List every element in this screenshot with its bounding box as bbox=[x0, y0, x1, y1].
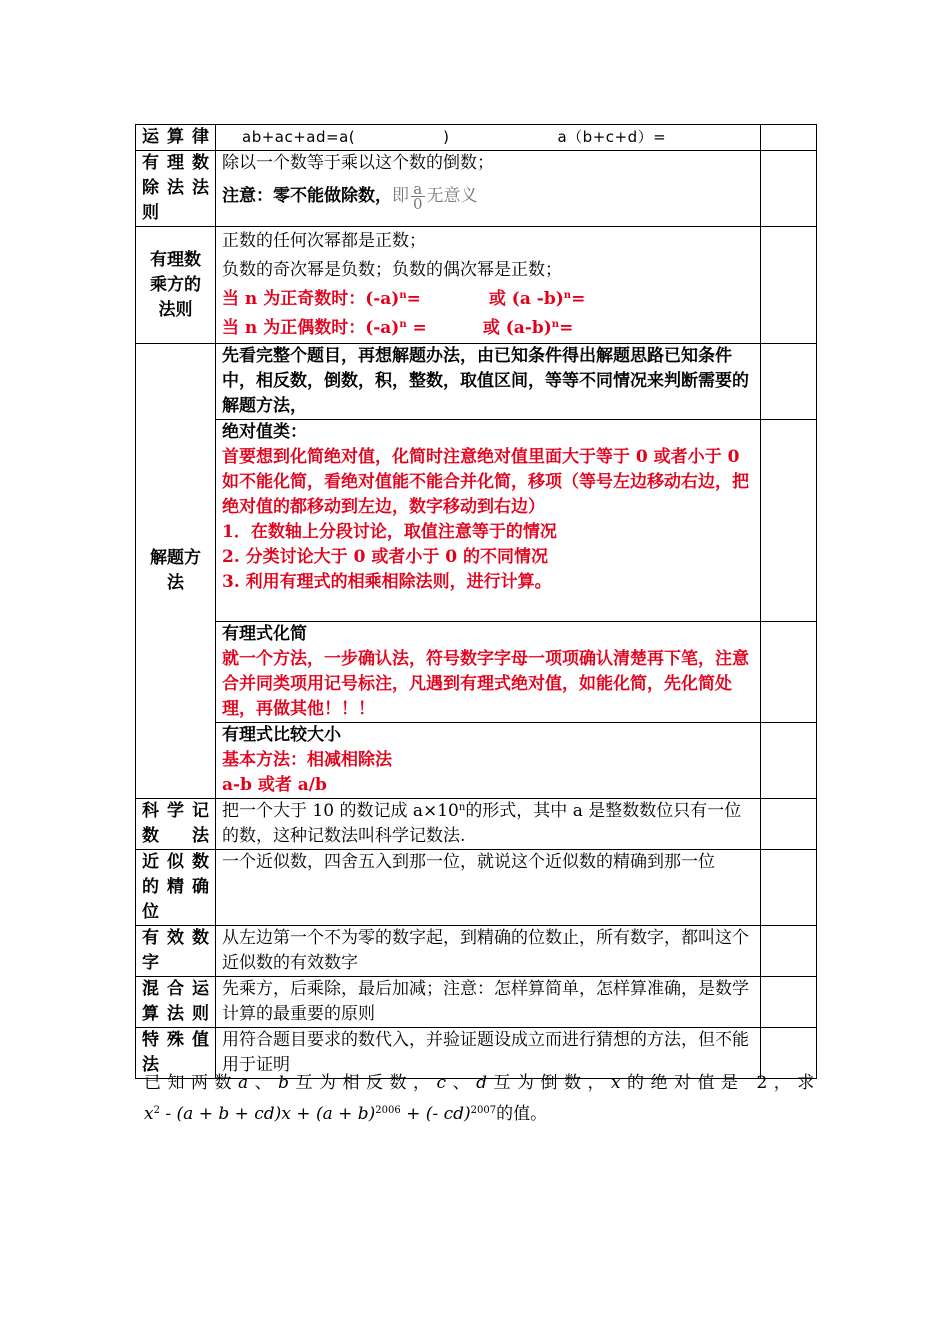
odd-or: 或 (a -b) bbox=[488, 289, 564, 309]
label-special: 特殊值法 bbox=[136, 1028, 216, 1079]
division-note-ji: 即 bbox=[392, 186, 409, 206]
power-content bbox=[216, 227, 761, 344]
blank-cell bbox=[761, 723, 817, 799]
distributive-formula bbox=[216, 125, 761, 151]
abs-item-3: 1．在数轴上分段讨论，取值注意等于的情况 bbox=[222, 522, 557, 542]
problem-text-d: 的绝对值是 2，求 bbox=[627, 1073, 821, 1093]
label-mixed: 混合运算法则 bbox=[136, 977, 216, 1028]
blank-cell bbox=[761, 926, 817, 977]
label-methods: 解题方法 bbox=[136, 344, 216, 799]
significant-text: 从左边第一个不为零的数字起，到精确的位数止，所有数字，都叫这个近似数的有效数字 bbox=[216, 926, 761, 977]
problem-expression bbox=[144, 1101, 808, 1128]
blank-cell bbox=[761, 151, 817, 227]
row-methods-compare bbox=[136, 723, 817, 799]
abs-item-4: 2. 分类讨论大于 0 或者小于 0 的不同情况 bbox=[222, 547, 548, 567]
abs-title: 绝对值类： bbox=[222, 422, 307, 442]
a-over-zero-fraction bbox=[411, 182, 425, 211]
row-approx bbox=[136, 850, 817, 926]
division-note-suffix: 无意义 bbox=[426, 186, 478, 206]
label-distributive: 运算律 bbox=[136, 125, 216, 151]
var-d: d bbox=[476, 1073, 494, 1093]
row-mixed bbox=[136, 977, 817, 1028]
blank-cell bbox=[761, 344, 817, 420]
scientific-text-b: 的形式，其中 a 是整数数位只有一位的数，这种记数法叫科学记数法. bbox=[222, 801, 742, 846]
label-division: 有理数除法法则 bbox=[136, 151, 216, 227]
expr-x: x bbox=[144, 1104, 154, 1124]
problem-line1 bbox=[144, 1070, 821, 1097]
scientific-text-a: 把一个大于 10 的数记成 a×10 bbox=[222, 801, 459, 821]
expr-sup-2006: 2006 bbox=[375, 1105, 401, 1116]
simplify-title: 有理式化简 bbox=[222, 624, 307, 644]
formula-left: ab+ac+ad=a( bbox=[242, 128, 356, 146]
sep-1: 、 bbox=[254, 1073, 279, 1093]
label-scientific: 科学记数法 bbox=[136, 799, 216, 850]
power-odd-rule bbox=[222, 285, 754, 314]
compare-item-1: 基本方法：相减相除法 bbox=[222, 750, 392, 770]
abs-item-1: 首要想到化简绝对值，化简时注意绝对值里面大于等于 0 或者小于 0 bbox=[222, 447, 740, 467]
var-x: x bbox=[610, 1073, 628, 1093]
special-text: 用符合题目要求的数代入，并验证题设成立而进行猜想的方法，但不能用于证明 bbox=[216, 1028, 761, 1079]
methods-simplify bbox=[216, 622, 761, 723]
simplify-body: 就一个方法，一步确认法，符号数字字母一项项确认清楚再下笔，注意合并同类项用记号标注，凡遇到有理式绝对值，如能化简，先化简处理，再做其他！！！ bbox=[222, 649, 749, 719]
even-eq: = bbox=[406, 318, 427, 338]
label-approx: 近似数的精确位 bbox=[136, 850, 216, 926]
odd-or-eq: = bbox=[571, 289, 586, 309]
compare-title: 有理式比较大小 bbox=[222, 725, 341, 745]
problem-text-a: 已知两数 bbox=[144, 1073, 238, 1093]
even-or-eq: = bbox=[559, 318, 574, 338]
methods-general: 先看完整个题目，再想解题办法，由已知条件得出解题思路已知条件中，相反数，倒数，积，整数，取值区间，等等不同情况来判断需要的解题方法， bbox=[216, 344, 761, 420]
abs-item-5: 3. 利用有理式的相乘相除法则，进行计算。 bbox=[222, 572, 552, 592]
mixed-text: 先乘方，后乘除，最后加减；注意：怎样算简单，怎样算准确，是数学计算的最重要的原则 bbox=[216, 977, 761, 1028]
problem-text-c: 互为倒数， bbox=[493, 1073, 611, 1093]
expr-plus: + (- cd) bbox=[400, 1104, 471, 1124]
math-rules-table bbox=[135, 124, 817, 1079]
power-line1: 正数的任何次幂都是正数； bbox=[222, 231, 426, 251]
row-power bbox=[136, 227, 817, 344]
even-prefix: 当 n 为正偶数时：(-a) bbox=[222, 318, 400, 338]
formula-right: a（b+c+d）= bbox=[557, 128, 667, 146]
var-b: b bbox=[278, 1073, 296, 1093]
division-note-prefix: 注意：零不能做除数， bbox=[222, 186, 392, 206]
blank-cell bbox=[761, 125, 817, 151]
formula-mid: ) bbox=[443, 128, 450, 146]
even-or: 或 (a-b) bbox=[482, 318, 552, 338]
expr-x-sup: 2 bbox=[153, 1105, 160, 1116]
expr-mid: - (a + b + cd)x + (a + b) bbox=[159, 1104, 376, 1124]
problem-tail: 的值。 bbox=[496, 1104, 548, 1124]
problem-text-b: 互为相反数， bbox=[295, 1073, 437, 1093]
odd-sup: n bbox=[399, 290, 407, 301]
power-even-rule bbox=[222, 314, 754, 343]
label-significant: 有效数字 bbox=[136, 926, 216, 977]
blank-cell bbox=[761, 850, 817, 926]
row-methods-abs bbox=[136, 420, 817, 622]
methods-abs bbox=[216, 420, 761, 622]
division-content bbox=[216, 151, 761, 227]
fraction-denominator: 0 bbox=[413, 195, 423, 213]
blank-cell bbox=[761, 799, 817, 850]
row-methods-general bbox=[136, 344, 817, 420]
methods-compare bbox=[216, 723, 761, 799]
compare-item-2: a-b 或者 a/b bbox=[222, 775, 327, 795]
blank-cell bbox=[761, 227, 817, 344]
power-line2: 负数的奇次幂是负数；负数的偶次幂是正数； bbox=[222, 260, 562, 280]
abs-item-2: 如不能化简，看绝对值能不能合并化简，移项（等号左边移动右边，把绝对值的都移动到左边，数字移动到右边） bbox=[222, 472, 749, 517]
var-a: a bbox=[238, 1073, 255, 1093]
blank-cell bbox=[761, 622, 817, 723]
row-significant bbox=[136, 926, 817, 977]
row-division bbox=[136, 151, 817, 227]
fraction-numerator: a bbox=[411, 182, 425, 197]
scientific-text bbox=[216, 799, 761, 850]
var-c: c bbox=[436, 1073, 453, 1093]
sep-2: 、 bbox=[452, 1073, 477, 1093]
blank-cell bbox=[761, 977, 817, 1028]
row-distributive bbox=[136, 125, 817, 151]
odd-or-sup: n bbox=[563, 290, 572, 301]
scientific-sup: n bbox=[458, 802, 466, 813]
label-power: 有理数乘方的法则 bbox=[136, 227, 216, 344]
problem-statement bbox=[144, 1070, 821, 1128]
row-scientific bbox=[136, 799, 817, 850]
division-note bbox=[222, 182, 754, 211]
odd-prefix: 当 n 为正奇数时：(-a) bbox=[222, 289, 400, 309]
expr-sup-2007: 2007 bbox=[470, 1105, 497, 1116]
division-line1: 除以一个数等于乘以这个数的倒数； bbox=[222, 153, 494, 173]
odd-eq: = bbox=[406, 289, 421, 309]
row-methods-simplify bbox=[136, 622, 817, 723]
blank-cell bbox=[761, 420, 817, 622]
even-sup: n bbox=[399, 319, 407, 330]
approx-text: 一个近似数，四舍五入到那一位，就说这个近似数的精确到那一位 bbox=[216, 850, 761, 926]
even-or-sup: n bbox=[551, 319, 560, 330]
